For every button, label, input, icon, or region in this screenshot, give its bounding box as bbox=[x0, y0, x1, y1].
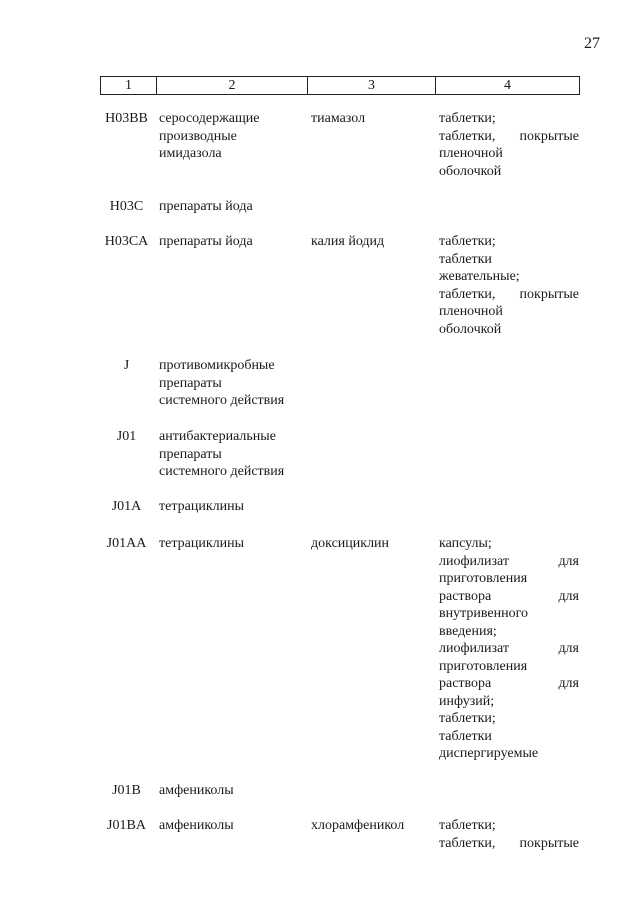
dosage-form-line: лиофилизат для bbox=[439, 553, 579, 569]
dosage-form-line: внутривенного bbox=[439, 606, 529, 621]
atx-code: J01B bbox=[112, 783, 141, 798]
group-name-line: системного действия bbox=[159, 464, 285, 479]
group-name bbox=[159, 233, 307, 251]
dosage-form-line: приготовления bbox=[439, 571, 528, 586]
dosage-forms bbox=[439, 535, 579, 763]
group-name-line: производные bbox=[159, 128, 237, 144]
atx-code: H03C bbox=[109, 199, 144, 214]
column-header-row bbox=[100, 76, 580, 95]
dosage-form-line: таблетки, покрытые bbox=[439, 128, 579, 144]
atx-code: H03CA bbox=[104, 234, 149, 249]
dosage-form-line: раствора для bbox=[439, 676, 579, 691]
dosage-form-line: пленочной bbox=[439, 146, 503, 161]
group-name-line: противомикробные bbox=[159, 358, 275, 373]
dosage-form-line: таблетки, покрытые bbox=[439, 286, 579, 302]
drug-name: тиамазол bbox=[311, 111, 366, 126]
group-name-line: амфениколы bbox=[159, 818, 234, 833]
dosage-form-line: оболочкой bbox=[439, 163, 502, 179]
group-name-line: имидазола bbox=[159, 146, 222, 161]
column-3-header: 3 bbox=[308, 77, 436, 95]
column-1-header: 1 bbox=[101, 77, 157, 95]
group-name-line: препараты bbox=[159, 375, 222, 391]
group-name-line: препараты bbox=[159, 446, 222, 462]
dosage-forms bbox=[439, 110, 579, 180]
group-name bbox=[159, 782, 307, 800]
dosage-form-line: лиофилизат для bbox=[439, 641, 579, 656]
group-name bbox=[159, 428, 307, 481]
dosage-form-line: введения; bbox=[439, 623, 497, 639]
group-name bbox=[159, 110, 307, 163]
dosage-form-line: таблетки; bbox=[439, 234, 496, 249]
group-name-line: амфениколы bbox=[159, 783, 234, 798]
dosage-form-line: приготовления bbox=[439, 658, 528, 674]
column-4-header: 4 bbox=[436, 77, 580, 95]
group-name-line: тетрациклины bbox=[159, 499, 244, 514]
dosage-form-line: пленочной bbox=[439, 304, 503, 319]
atx-code: J01 bbox=[116, 429, 137, 444]
group-name bbox=[159, 535, 307, 553]
group-name-line: серосодержащие bbox=[159, 111, 260, 126]
group-name-line: системного действия bbox=[159, 393, 285, 408]
dosage-form-line: таблетки; bbox=[439, 711, 496, 726]
drug-name: калия йодид bbox=[311, 234, 385, 249]
group-name-line: тетрациклины bbox=[159, 536, 244, 551]
dosage-form-line: диспергируемые bbox=[439, 746, 539, 761]
atx-code: J01BA bbox=[107, 818, 146, 833]
page-number: 27 bbox=[584, 35, 600, 52]
group-name bbox=[159, 498, 307, 516]
drug-name: доксициклин bbox=[311, 536, 390, 551]
group-name bbox=[159, 198, 307, 216]
atx-code: J01A bbox=[111, 499, 142, 514]
atx-code: J bbox=[123, 358, 130, 373]
atx-code: J01AA bbox=[106, 536, 147, 551]
dosage-form-line: таблетки, покрытые bbox=[439, 835, 579, 851]
dosage-form-line: таблетки bbox=[439, 251, 492, 267]
dosage-form-line: таблетки; bbox=[439, 818, 496, 833]
group-name bbox=[159, 817, 307, 835]
dosage-form-line: оболочкой bbox=[439, 321, 502, 337]
dosage-form-line: таблетки bbox=[439, 728, 492, 744]
dosage-forms bbox=[439, 233, 579, 338]
group-name-line: антибактериальные bbox=[159, 429, 276, 444]
dosage-form-line: инфузий; bbox=[439, 693, 495, 709]
group-name-line: препараты йода bbox=[159, 234, 253, 249]
group-name-line: препараты йода bbox=[159, 199, 253, 214]
dosage-forms bbox=[439, 817, 579, 852]
dosage-form-line: раствора для bbox=[439, 588, 579, 604]
dosage-form-line: таблетки; bbox=[439, 111, 496, 126]
dosage-form-line: жевательные; bbox=[439, 269, 520, 284]
drug-name: хлорамфеникол bbox=[311, 818, 405, 833]
column-2-header: 2 bbox=[157, 77, 308, 95]
group-name bbox=[159, 357, 307, 410]
dosage-form-line: капсулы; bbox=[439, 536, 492, 551]
atx-code: H03BB bbox=[105, 111, 148, 126]
